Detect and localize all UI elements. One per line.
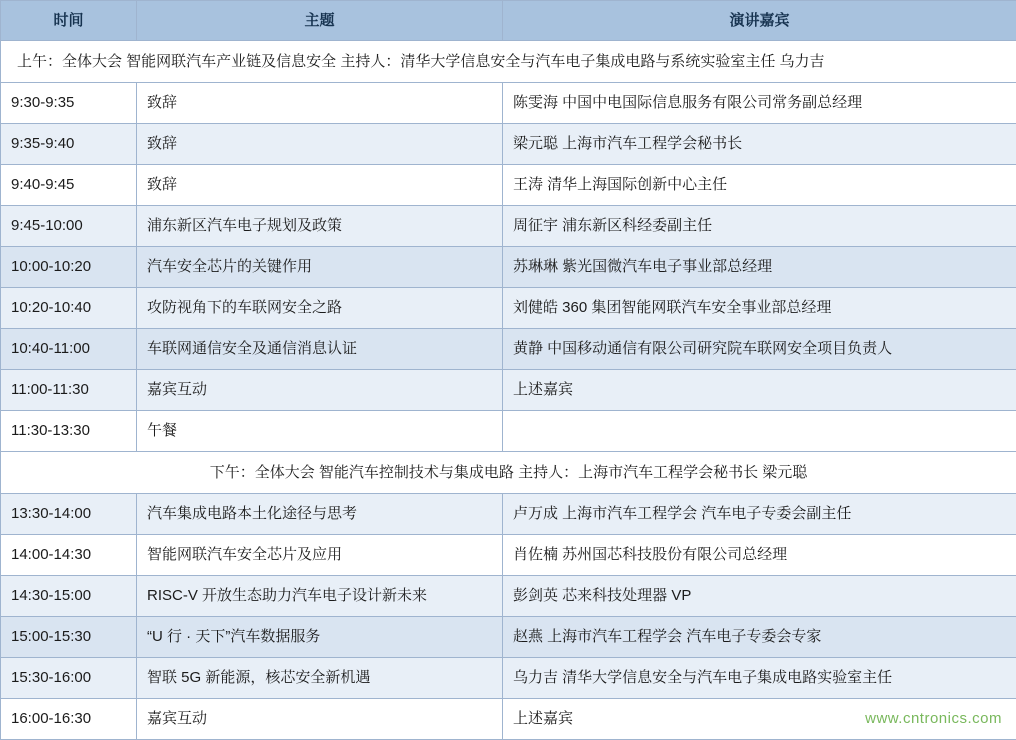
section-row-afternoon	[1, 452, 1016, 494]
cell-guest: 陈雯海 中国中电国际信息服务有限公司常务副总经理	[503, 83, 1016, 124]
cell-time: 13:30-14:00	[1, 494, 137, 535]
cell-topic: 攻防视角下的车联网安全之路	[137, 288, 503, 329]
table-row	[1, 165, 1016, 206]
table-row	[1, 699, 1016, 740]
cell-time: 15:00-15:30	[1, 617, 137, 658]
section-title-morning: 上午：全体大会 智能网联汽车产业链及信息安全 主持人：清华大学信息安全与汽车电子集成电路与系统实验室主任 乌力吉	[1, 41, 1016, 83]
table-row	[1, 411, 1016, 452]
cell-topic: 午餐	[137, 411, 503, 452]
cell-guest: 上述嘉宾	[503, 370, 1016, 411]
cell-topic: RISC-V 开放生态助力汽车电子设计新未来	[137, 576, 503, 617]
cell-topic: 嘉宾互动	[137, 370, 503, 411]
table-row	[1, 494, 1016, 535]
table-row	[1, 206, 1016, 247]
table-row	[1, 658, 1016, 699]
table-row	[1, 247, 1016, 288]
header-row	[1, 1, 1016, 41]
cell-time: 9:45-10:00	[1, 206, 137, 247]
table-header	[1, 1, 1016, 41]
table-row	[1, 329, 1016, 370]
cell-time: 14:30-15:00	[1, 576, 137, 617]
cell-guest	[503, 411, 1016, 452]
cell-topic: 智联 5G 新能源，核芯安全新机遇	[137, 658, 503, 699]
cell-time: 15:30-16:00	[1, 658, 137, 699]
cell-guest: 肖佐楠 苏州国芯科技股份有限公司总经理	[503, 535, 1016, 576]
cell-time: 11:30-13:30	[1, 411, 137, 452]
cell-topic: 汽车安全芯片的关键作用	[137, 247, 503, 288]
cell-time: 16:00-16:30	[1, 699, 137, 740]
table-row	[1, 124, 1016, 165]
cell-time: 10:20-10:40	[1, 288, 137, 329]
table-row	[1, 576, 1016, 617]
cell-time: 11:00-11:30	[1, 370, 137, 411]
cell-guest: 赵燕 上海市汽车工程学会 汽车电子专委会专家	[503, 617, 1016, 658]
cell-time: 10:00-10:20	[1, 247, 137, 288]
cell-time: 9:35-9:40	[1, 124, 137, 165]
cell-time: 10:40-11:00	[1, 329, 137, 370]
watermark-text: www.cntronics.com	[865, 710, 1002, 727]
cell-topic: 浦东新区汽车电子规划及政策	[137, 206, 503, 247]
cell-topic: 智能网联汽车安全芯片及应用	[137, 535, 503, 576]
table-row	[1, 370, 1016, 411]
table-row	[1, 83, 1016, 124]
cell-topic: 车联网通信安全及通信消息认证	[137, 329, 503, 370]
cell-topic: 致辞	[137, 124, 503, 165]
section-row-morning	[1, 41, 1016, 83]
cell-guest: 梁元聪 上海市汽车工程学会秘书长	[503, 124, 1016, 165]
table-row	[1, 288, 1016, 329]
column-header-guest: 演讲嘉宾	[503, 1, 1016, 41]
cell-topic: 致辞	[137, 83, 503, 124]
cell-topic: 汽车集成电路本土化途径与思考	[137, 494, 503, 535]
table-row	[1, 617, 1016, 658]
cell-time: 14:00-14:30	[1, 535, 137, 576]
cell-time: 9:40-9:45	[1, 165, 137, 206]
cell-topic: 致辞	[137, 165, 503, 206]
column-header-topic: 主题	[137, 1, 503, 41]
section-title-afternoon: 下午：全体大会 智能汽车控制技术与集成电路 主持人：上海市汽车工程学会秘书长 梁元聪	[1, 452, 1016, 494]
cell-topic: “U 行 · 天下”汽车数据服务	[137, 617, 503, 658]
cell-guest: 王涛 清华上海国际创新中心主任	[503, 165, 1016, 206]
cell-guest: 苏琳琳 紫光国微汽车电子事业部总经理	[503, 247, 1016, 288]
cell-time: 9:30-9:35	[1, 83, 137, 124]
cell-guest: 刘健皓 360 集团智能网联汽车安全事业部总经理	[503, 288, 1016, 329]
cell-guest: 卢万成 上海市汽车工程学会 汽车电子专委会副主任	[503, 494, 1016, 535]
cell-guest: 彭剑英 芯来科技处理器 VP	[503, 576, 1016, 617]
cell-guest: 黄静 中国移动通信有限公司研究院车联网安全项目负责人	[503, 329, 1016, 370]
cell-guest: 上述嘉宾	[503, 699, 1016, 740]
cell-guest: 乌力吉 清华大学信息安全与汽车电子集成电路实验室主任	[503, 658, 1016, 699]
table-body	[1, 41, 1016, 740]
column-header-time: 时间	[1, 1, 137, 41]
cell-topic: 嘉宾互动	[137, 699, 503, 740]
table-row	[1, 535, 1016, 576]
cell-guest: 周征宇 浦东新区科经委副主任	[503, 206, 1016, 247]
